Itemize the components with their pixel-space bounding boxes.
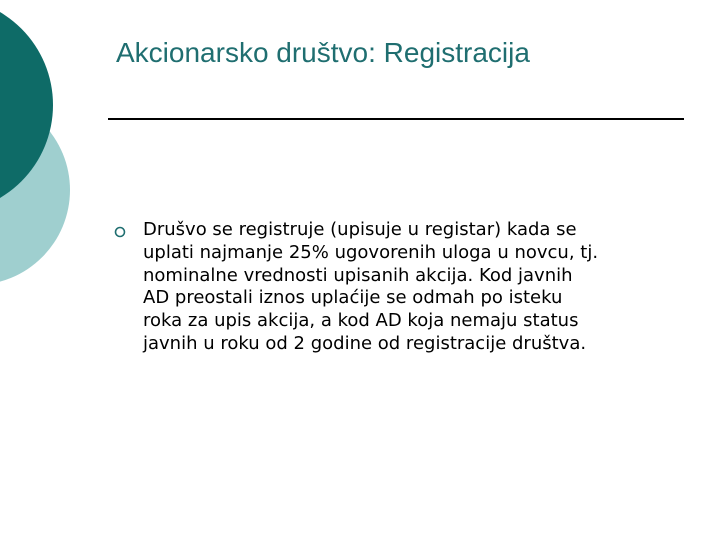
bullet-text: Drušvo se registruje (upisuje u registar) kada se uplati najmanje 25% ugovorenih uloga u novcu, tj. nominalne vrednosti upisanih akcija. Kod javnih AD preostali iznos uplaćije se odmah po isteku roka za upis akcija, a kod AD koja nemaju status javnih u roku od 2 godine od registracije društva. <box>143 219 599 354</box>
slide-title: Akcionarsko društvo: Registracija <box>116 37 530 68</box>
decorative-circles <box>0 0 80 300</box>
bullet-ring-icon <box>114 226 126 238</box>
title-divider <box>108 118 684 120</box>
